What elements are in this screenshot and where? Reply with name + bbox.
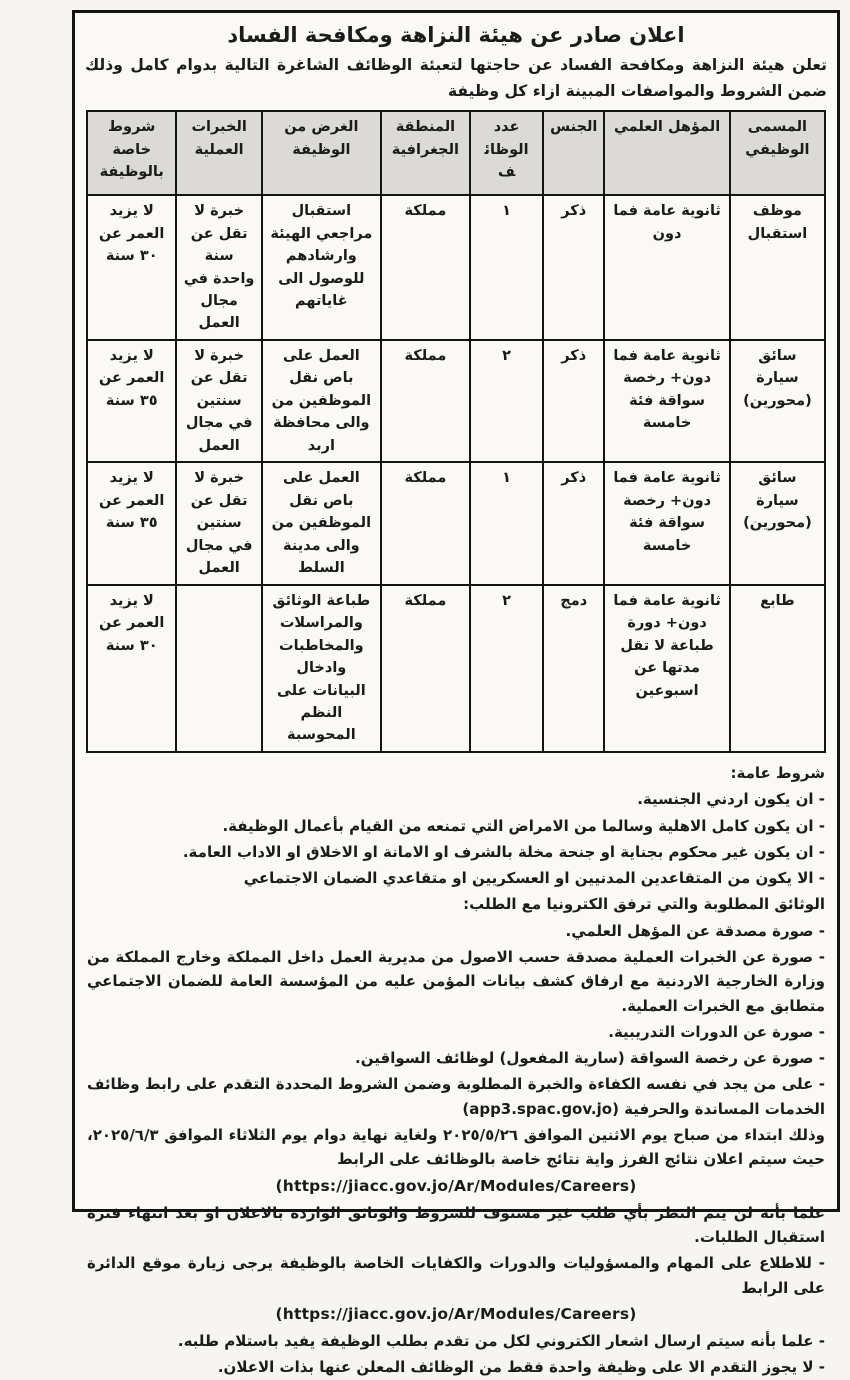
table-row [87,462,825,584]
cell-gender: ذكر [543,340,604,462]
notification-note: - علما بأنه سيتم ارسال اشعار الكتروني لكل من تقدم بطلب الوظيفة يفيد باستلام طلبه. [177,1332,825,1351]
cell-job-purpose: العمل على باص نقل الموظفين من والى محافظة اربد [262,340,381,462]
cell-special-conditions: لا يزيد العمر عن ٣٥ سنة [87,462,176,584]
general-condition-item: - الا يكون من المتقاعدين المدنيين او العسكريين او متقاعدي الضمان الاجتماعي [243,869,825,888]
table-row [87,340,825,462]
cell-job-title: طابع [730,585,825,752]
single-job-note: - لا يجوز التقدم الا على وظيفة واحدة فقط من الوظائف المعلن عنها بذات الاعلان. [217,1358,825,1377]
terms-section [87,761,825,1380]
col-header-geographic-area: المنطقة الجغرافية [381,111,470,195]
cell-vacancy-count: ١ [470,462,543,584]
rejection-note: علما بأنه لن يتم النظر بأي طلب غير مستوف للشروط والوثائق الواردة بالاعلان او بعد انتهاء فترة استقبال الطلبات. [87,1203,825,1247]
cell-job-purpose: العمل على باص نقل الموظفين من والى مدينة السلط [262,462,381,584]
table-row [87,195,825,340]
cell-experience: خبرة لا تقل عن سنة واحدة في مجال العمل [176,195,262,340]
cell-experience: خبرة لا تقل عن سنتين في مجال العمل [176,462,262,584]
col-header-job-title: المسمى الوظيفي [730,111,825,195]
announcement-document [72,10,840,1377]
col-header-experience: الخبرات العملية [176,111,262,195]
cell-gender: ذكر [543,195,604,340]
cell-gender: ذكر [543,462,604,584]
required-documents-heading: الوثائق المطلوبة والتي ترفق الكترونيا مع الطلب: [463,895,825,914]
cell-job-purpose: طباعة الوثائق والمراسلات والمخاطبات وادخال البيانات على النظم المحوسبة [262,585,381,752]
col-header-job-purpose: الغرض من الوظيفة [262,111,381,195]
cell-special-conditions: لا يزيد العمر عن ٣٠ سنة [87,195,176,340]
cell-geographic-area: مملكة [381,195,470,340]
table-header-row [87,111,825,195]
cell-qualification: ثانوية عامة فما دون+ دورة طباعة لا تقل مدتها عن اسبوعين [604,585,729,752]
document-item: - صورة مصدقة عن المؤهل العلمي. [565,921,825,940]
col-header-gender: الجنس [543,111,604,195]
cell-experience: خبرة لا تقل عن سنتين في مجال العمل [176,340,262,462]
document-item: - صورة عن الخبرات العملية مصدقة حسب الاصول من مديرية العمل داخل المملكة وخارج المملكة من وزارة الخارجية الاردنية مع ارفاق كشف بيانات المؤمن عليه من المؤسسة العامة للضمان الاجتماعي متطابق مع الخبرات العملية. [87,947,825,1015]
general-conditions-heading: شروط عامة: [730,763,825,782]
cell-job-title: سائق سيارة (محورين) [730,340,825,462]
page-title: اعلان صادر عن هيئة النزاهة ومكافحة الفساد [227,23,685,47]
col-header-vacancy-count: عدد الوظائف [470,111,543,195]
col-header-special-conditions: شروط خاصة بالوظيفة [87,111,176,195]
careers-results-url: (https://jiacc.gov.jo/Ar/Modules/Careers) [275,1176,637,1195]
general-condition-item: - ان يكون اردني الجنسية. [637,790,825,809]
document-item: - صورة عن الدورات التدريبية. [608,1022,825,1041]
tasks-info-note: - للاطلاع على المهام والمسؤوليات والدورات والكفايات الخاصة بالوظيفة يرجى زيارة موقع الدائرة على الرابط [87,1254,825,1297]
cell-special-conditions: لا يزيد العمر عن ٣٥ سنة [87,340,176,462]
cell-qualification: ثانوية عامة فما دون [604,195,729,340]
cell-geographic-area: مملكة [381,462,470,584]
col-header-qualification: المؤهل العلمي [604,111,729,195]
cell-geographic-area: مملكة [381,340,470,462]
cell-gender: دمج [543,585,604,752]
cell-experience [176,585,262,752]
cell-job-title: موظف استقبال [730,195,825,340]
general-condition-item: - ان يكون غير محكوم بجناية او جنحة مخلة بالشرف او الامانة او الاخلاق او الاداب العامة. [182,842,825,861]
intro-paragraph: تعلن هيئة النزاهة ومكافحة الفساد عن حاجتها لتعبئة الوظائف الشاغرة التالية بدوام كامل وذلك ضمن الشروط والمواصفات المبينة ازاء كل وظيفة [85,56,827,100]
careers-tasks-url: (https://jiacc.gov.jo/Ar/Modules/Careers) [275,1304,637,1323]
cell-special-conditions: لا يزيد العمر عن ٣٠ سنة [87,585,176,752]
cell-job-purpose: استقبال مراجعي الهيئة وارشادهم للوصول الى غاياتهم [262,195,381,340]
cell-qualification: ثانوية عامة فما دون+ رخصة سواقة فئة خامسة [604,340,729,462]
application-period-note: وذلك ابتداء من صباح يوم الاثنين الموافق ٢٠٢٥/٥/٢٦ ولغاية نهاية دوام يوم الثلاثاء الموافق ٢٠٢٥/٦/٣، حيث سيتم اعلان نتائج الفرز واية نتائج خاصة بالوظائف على الرابط [87,1126,825,1169]
cell-vacancy-count: ٢ [470,340,543,462]
document-item: - صورة عن رخصة السواقة (سارية المفعول) لوظائف السواقين. [355,1049,825,1068]
cell-job-title: سائق سيارة (محورين) [730,462,825,584]
general-condition-item: - ان يكون كامل الاهلية وسالما من الامراض التي تمنعه من القيام بأعمال الوظيفة. [222,816,825,835]
document-item-apply-link: - على من يجد في نفسه الكفاءة والخبرة المطلوبة وضمن الشروط المحددة التقدم على رابط وظائف الخدمات المساندة والحرفية (app3.spac.gov.jo) [87,1075,825,1118]
cell-geographic-area: مملكة [381,585,470,752]
cell-qualification: ثانوية عامة فما دون+ رخصة سواقة فئة خامسة [604,462,729,584]
table-row [87,585,825,752]
vacancies-table [86,110,826,753]
cell-vacancy-count: ٢ [470,585,543,752]
cell-vacancy-count: ١ [470,195,543,340]
